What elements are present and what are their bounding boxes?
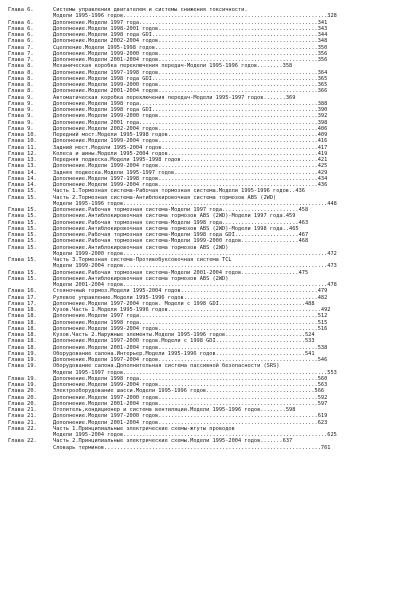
toc-page-number: 458 [298, 207, 309, 213]
toc-entry-title: Механическая коробка переключения передач-Модели 1995-1996 годов [53, 63, 258, 70]
toc-leader-dots: ................................................................ [123, 282, 328, 288]
toc-leader-dots: ............................ [215, 338, 305, 345]
toc-page-number: 465 [289, 225, 299, 232]
toc-page-number: 392 [317, 113, 328, 120]
toc-chapter-number: Глава 8. [8, 88, 34, 95]
toc-entry-title: Дополнение.Модели 2002-2004 годов [53, 125, 159, 132]
toc-page-number: 429 [317, 169, 328, 176]
toc-entry-title: Колеса и шины.Модели 1995-2004 годов [53, 150, 168, 157]
toc-page-number: 619 [317, 413, 328, 420]
toc-leader-dots: .................................................. [158, 413, 318, 420]
toc-chapter-number: Глава 19. [8, 350, 37, 357]
toc-entry-title: Часть 2.Принципиальные электрические схемы.Модели 1995-2004 годов [53, 438, 261, 445]
toc-leader-dots: .......................................... [183, 294, 318, 301]
toc-entry-title: Часть 1.Принципиальные электрические схемы-жгуты проводов [53, 425, 235, 432]
toc-chapter-number: Глава 15. [8, 207, 37, 213]
toc-leader-dots: ................................................................ [123, 432, 328, 438]
toc-leader-dots: .. [289, 188, 296, 195]
toc-chapter-number: Глава 6. [8, 25, 34, 32]
toc-page-number: 598 [285, 407, 296, 413]
toc-entry-title: Дополнение.Модели 1997-2000 годов [53, 413, 159, 420]
toc-page-number: 566 [314, 388, 325, 395]
toc-page-number: 637 [282, 438, 293, 445]
toc-entry-title: Дополнение.Рабочая тормозная система-Модели 1998 года GDI [53, 232, 235, 238]
toc-chapter-number: Глава 18. [8, 332, 37, 338]
toc-page-number: 516 [317, 325, 328, 332]
toc-chapter-number: Глава 21. [8, 407, 37, 413]
toc-page-number: 488 [304, 300, 315, 307]
toc-chapter-number: Глава 15. [8, 213, 37, 220]
toc-chapter-number: Глава 15. [8, 257, 37, 263]
toc-chapter-number: Глава 19. [8, 375, 37, 382]
toc-leader-dots: .................. [241, 238, 299, 245]
toc-chapter-number: Глава 15. [8, 194, 37, 201]
toc-leader-dots: ........................ [222, 219, 299, 226]
toc-entry-title: Оборудование салона.Интерьер.Модели 1995-1996 годов [53, 350, 216, 357]
toc-leader-dots: ................................................ [167, 307, 321, 313]
toc-chapter-number: Глава 9. [8, 100, 34, 107]
toc-chapter-number: Глава 6. [8, 38, 34, 45]
toc-leader-dots: .................................................. [158, 394, 318, 401]
toc-entry-title: Отопитель,кондиционер и система вентиляции.Модели 1995-1996 годов [53, 407, 261, 413]
toc-chapter-number: Глава 6. [8, 32, 34, 38]
toc-entry-title: Автоматическая коробка переключения передач-Модели 1995-1997 годов [53, 94, 264, 101]
toc-page-number: 468 [298, 238, 309, 245]
toc-chapter-number: Глава 15. [8, 225, 37, 232]
toc-page-number: 343 [317, 25, 328, 32]
toc-leader-dots: ........................................................ [139, 319, 318, 326]
toc-entry-title: Дополнение.Модели 2001-2004 годов [53, 400, 159, 407]
toc-entry-title: Задняя подвеска.Модели 1995-1997 годов [53, 169, 175, 176]
toc-chapter-number: Глава 10. [8, 132, 37, 138]
toc-page-number: 625 [327, 432, 337, 438]
toc-page-number: 348 [317, 38, 328, 45]
toc-entry-title: Дополнение.Рабочая тормозная система-Модели 1997 года [53, 207, 223, 213]
toc-leader-dots: ................................................................ [123, 263, 328, 270]
toc-page-number: 436 [317, 182, 328, 188]
toc-chapter-number: Глава 18. [8, 319, 37, 326]
toc-leader-dots: .................................................. [158, 138, 318, 145]
toc-entry-title: Дополнение.Модели 1997 года [53, 313, 140, 320]
toc-entry-title: Дополнение.Антиблокировочная система тормозов ABS (2WD) [53, 244, 229, 251]
toc-leader-dots: ........ [257, 63, 283, 70]
toc-page-number: 492 [320, 307, 331, 313]
toc-chapter-number: Глава 15. [8, 188, 37, 195]
toc-page-number: 592 [317, 394, 328, 401]
toc-leader-dots: .................................................. [158, 88, 318, 95]
toc-leader-dots: ....... [260, 438, 283, 445]
toc-leader-dots: .................................................. [158, 344, 318, 351]
toc-page-number: 597 [317, 400, 328, 407]
toc-entry-title: Дополнение.Модели 2001-2004 годов [53, 57, 159, 63]
toc-page-number: 419 [317, 150, 328, 157]
toc-chapter-number: Глава 6. [8, 7, 34, 13]
toc-leader-dots: .................................................. [158, 82, 318, 88]
toc-page-number: 524 [304, 332, 315, 338]
toc-leader-dots: .................................................. [158, 175, 318, 182]
toc-chapter-number: Глава 14. [8, 169, 37, 176]
toc-leader-dots: ................................................... [155, 44, 318, 51]
toc-entry-title: Дополнение.Модели 2001-2004 годов [53, 419, 159, 426]
toc-chapter-number: Глава 17. [8, 294, 37, 301]
toc-chapter-number: Глава 9. [8, 113, 34, 120]
toc-page-number: 478 [327, 282, 337, 288]
toc-page-number: 369 [285, 94, 296, 101]
toc-page-number: 356 [317, 57, 328, 63]
toc-leader-dots: .................................................. [158, 113, 318, 120]
toc-chapter-number: Глава 18. [8, 325, 37, 332]
toc-leader-dots: .................................................. [158, 50, 318, 57]
toc-entry-title: Модели 1999-2000 годов [53, 250, 124, 257]
toc-entry-title: Передний мост.Модели 1995-1998 годов [53, 132, 168, 138]
toc-leader-dots: ........ [260, 407, 286, 413]
toc-leader-dots: .................................................... [151, 107, 318, 113]
toc-leader-dots: ......................... [225, 332, 305, 338]
toc-entry-title: Кузов.Часть 1.Модели 1995-1996 годов [53, 307, 168, 313]
toc-chapter-number: Глава 15. [8, 244, 37, 251]
toc-leader-dots: ................................................................ [123, 250, 328, 257]
toc-chapter-number: Глава 22. [8, 438, 37, 445]
toc-entry-title: Модели 2001-2004 годов [53, 282, 124, 288]
toc-leader-dots: ............................................... [167, 150, 318, 157]
toc-leader-dots: .................................................. [158, 163, 318, 170]
toc-leader-dots: ........................................... [180, 157, 318, 163]
toc-chapter-number: Глава 7. [8, 57, 34, 63]
toc-entry-title: Дополнение.Модели 1997-2000 годов.Модели с 1998 GDI [53, 338, 216, 345]
toc-leader-dots: ........................... [218, 300, 305, 307]
toc-page-number: 475 [298, 269, 309, 276]
toc-leader-dots: .................................................. [158, 69, 318, 76]
toc-page-number: 406 [317, 125, 328, 132]
toc-page-number: 538 [317, 344, 328, 351]
toc-chapter-number: Глава 13. [8, 157, 37, 163]
toc-chapter-number: Глава 15. [8, 219, 37, 226]
toc-leader-dots: ............................ [215, 350, 305, 357]
toc-leader-dots: .................................................. [158, 382, 318, 388]
toc-page-number: 356 [317, 50, 328, 57]
toc-leader-dots: .................................................. [158, 357, 318, 363]
toc-chapter-number: Глава 14. [8, 175, 37, 182]
toc-page-number: 436 [295, 188, 305, 195]
toc-leader-dots: ........................................................ [139, 313, 318, 320]
toc-page-number: 553 [327, 369, 337, 376]
toc-leader-dots: ................................................................ [123, 13, 328, 20]
toc-page-number: 448 [327, 200, 337, 207]
toc-page-number: 479 [317, 288, 328, 295]
toc-page-number: 416 [317, 138, 328, 145]
toc-entry-title: Часть 3.Тормозная система-Противобуксовочная система TCL [53, 257, 232, 263]
toc-entry-title: Дополнение.Модели 1997-2000 годов [53, 394, 159, 401]
toc-chapter-number: Глава 15. [8, 232, 37, 238]
table-of-contents [8, 7, 412, 451]
toc-entry-title: Дополнение.Модели 1998 года GDI [53, 75, 152, 82]
toc-chapter-number: Глава 7. [8, 50, 34, 57]
toc-entry-title: Модели 1999-2004 годов [53, 263, 124, 270]
toc-entry-title: Дополнение.Модели 1997 года [53, 19, 140, 26]
toc-page-number: 512 [317, 313, 328, 320]
toc-leader-dots: .................................................. [158, 38, 318, 45]
toc-page-number: 434 [317, 175, 328, 182]
toc-entry-title: Дополнение.Модели 1998-2001 годов [53, 25, 159, 32]
toc-entry-title: Оборудование салона.Дополнительная система пассивной безопасности (SRS) [53, 363, 280, 370]
toc-page-number: 365 [317, 75, 328, 82]
toc-chapter-number: Глава 10. [8, 138, 37, 145]
toc-leader-dots: .................. [241, 269, 299, 276]
toc-entry-title: Дополнение.Модели 1997-1998 годов [53, 175, 159, 182]
toc-chapter-number: Глава 13. [8, 163, 37, 170]
toc-page-number: 467 [298, 232, 309, 238]
toc-entry-title: Системы управления двигателем и системы снижения токсичности. [53, 7, 248, 13]
toc-entry-title: Часть 1.Тормозная система-Рабочая тормозная система.Модели 1995-1996 годов [53, 188, 289, 195]
toc-page-number: 398 [317, 119, 328, 126]
toc-page-number: 560 [317, 375, 328, 382]
toc-entry-title: Дополнение.Модели 1998 года GDI [53, 32, 152, 38]
toc-entry-title: Дополнение.Модели 2001-2004 годов [53, 88, 159, 95]
toc-chapter-number: Глава 18. [8, 338, 37, 345]
toc-entry-title: Дополнение.Модели 2001-2004 годов [53, 344, 159, 351]
toc-leader-dots: ........................................................ [139, 375, 318, 382]
toc-leader-dots: ........................................................ [139, 119, 318, 126]
toc-chapter-number: Глава 8. [8, 69, 34, 76]
toc-entry-title: Дополнение.Модели 1997-2004 годов [53, 357, 159, 363]
toc-entry-title: Дополнение.Модели 1998 года [53, 375, 140, 382]
toc-chapter-number: Глава 21. [8, 413, 37, 420]
toc-chapter-number: Глава 15. [8, 238, 37, 245]
toc-page-number: 425 [317, 163, 328, 170]
toc-leader-dots: .................................................... [151, 75, 318, 82]
toc-chapter-number: Глава 17. [8, 300, 37, 307]
toc-leader-dots: ........................................................ [139, 100, 318, 107]
toc-entry-title: Дополнение.Рабочая тормозная система-Модели 1999-2000 годов [53, 238, 242, 245]
toc-page-number: 390 [317, 107, 328, 113]
toc-chapter-number: Глава 18. [8, 313, 37, 320]
toc-page-number: 473 [327, 263, 337, 270]
toc-entry-title: Передняя подвеска.Модели 1995-1998 годов [53, 157, 181, 163]
toc-leader-dots: .................................................. [158, 25, 318, 32]
toc-chapter-number: Глава 22. [8, 425, 37, 432]
toc-chapter-number: Глава 20. [8, 394, 37, 401]
toc-page-number: 358 [282, 63, 293, 70]
toc-entry-title: Рулевое управление.Модели 1995-1996 годов [53, 294, 184, 301]
toc-entry-title: Дополнение.Модели 1999-2004 годов [53, 182, 159, 188]
toc-leader-dots: .................................................. [158, 57, 318, 63]
toc-page-number: 364 [317, 69, 328, 76]
toc-chapter-number: Глава 7. [8, 44, 34, 51]
toc-chapter-number: Глава 11. [8, 144, 37, 151]
toc-page-number: 623 [317, 419, 328, 426]
toc-entry-title: Стояночный тормоз.Модели 1995-2004 годов [53, 288, 181, 295]
toc-entry-title: Дополнение.Модели 1999-2004 годов [53, 382, 159, 388]
toc-entry-title: Электрооборудование шасси.Модели 1995-1996 годов [53, 388, 207, 395]
toc-chapter-number: Глава 12. [8, 150, 37, 157]
toc-leader-dots: ........................ [222, 207, 299, 213]
toc-entry-title: Дополнение.Модели 1999-2004 годов [53, 163, 159, 170]
toc-leader-dots: ................................................................ [123, 200, 328, 207]
toc-page-number: 388 [317, 100, 328, 107]
toc-leader-dots: .................... [234, 232, 299, 238]
toc-page-number: 761 [320, 444, 331, 451]
toc-entry-title: Кузов.Часть 2.Наружные элементы.Модели 1995-1996 годов [53, 332, 226, 338]
toc-entry-title: Дополнение.Антиблокировочная система тормозов ABS (2WD) [53, 275, 229, 282]
toc-entry-title: Дополнение.Модели 1999-2004 годов [53, 138, 159, 145]
toc-chapter-number: Глава 19. [8, 363, 37, 370]
toc-entry-title: Модели 1995-1996 годов [53, 13, 124, 20]
toc-page-number: 515 [317, 319, 328, 326]
toc-entry-title: Дополнение.Модели 2002-2004 годов [53, 38, 159, 45]
toc-chapter-number: Глава 21. [8, 419, 37, 426]
toc-entry-title: Дополнение.Модели 2001 года [53, 119, 140, 126]
toc-entry-title: Дополнение.Модели 1999-2000 годов [53, 113, 159, 120]
toc-page-number: 541 [304, 350, 315, 357]
toc-entry-title: Дополнение.Антиблокировочная система тормозов ABS (2WD)-Модели 1998 года [53, 225, 283, 232]
toc-page-number: 350 [317, 44, 328, 51]
toc-entry-title: Дополнение.Рабочая тормозная система-Модели 1998 года [53, 219, 223, 226]
toc-leader-dots: .................................................. [158, 182, 318, 188]
toc-page-number: 563 [317, 382, 328, 388]
toc-leader-dots: . [282, 213, 286, 220]
toc-entry-title: Дополнение.Рабочая тормозная система-Модели 2001-2004 годов [53, 269, 242, 276]
toc-page-number: 459 [285, 213, 296, 220]
toc-leader-dots: .................................................. [158, 325, 318, 332]
toc-page-number: 344 [317, 32, 328, 38]
toc-entry-title: Модели 1995-2004 годов [53, 432, 124, 438]
toc-chapter-number: Глава 6. [8, 19, 34, 26]
toc-leader-dots: ........................................................ [139, 19, 318, 26]
toc-leader-dots: ................................................................ [123, 369, 328, 376]
toc-chapter-number: Глава 8. [8, 63, 34, 70]
toc-page-number: 341 [317, 19, 328, 26]
toc-leader-dots: .. [282, 225, 289, 232]
toc-entry-title: Модели 1995-1997 годов [53, 369, 124, 376]
toc-entry-title: Дополнение.Модели 1999-2000 годов [53, 50, 159, 57]
toc-leader-dots: ........................................... [180, 288, 318, 295]
toc-leader-dots: .................................................................... [104, 444, 321, 451]
toc-entry-title: Дополнение.Модели 1999-2004 годов [53, 325, 159, 332]
toc-chapter-number: Глава 18. [8, 344, 37, 351]
toc-chapter-number: Глава 18. [8, 307, 37, 313]
toc-page-number: 463 [298, 219, 309, 226]
toc-page-number: 417 [317, 144, 328, 151]
toc-entry-title: Дополнение.Модели 1998 года [53, 319, 140, 326]
toc-page-number: 533 [304, 338, 315, 345]
toc-chapter-number: Глава 20. [8, 400, 37, 407]
toc-chapter-number: Глава 19. [8, 382, 37, 388]
toc-leader-dots: .................................................... [151, 32, 318, 38]
toc-page-number: 365 [317, 82, 328, 88]
toc-chapter-number: Глава 15. [8, 275, 37, 282]
toc-leader-dots: ............................................... [167, 132, 318, 138]
toc-leader-dots: ............................................. [174, 169, 318, 176]
toc-entry-title: Дополнение.Модели 1997-1998 годов [53, 69, 159, 76]
toc-entry [8, 445, 412, 451]
toc-leader-dots: ................................................. [161, 144, 318, 151]
toc-leader-dots: .................................................. [158, 125, 318, 132]
toc-entry-title: Модели 1995-1996 годов [53, 200, 124, 207]
toc-chapter-number: Глава 14. [8, 182, 37, 188]
toc-leader-dots: .................................................. [158, 419, 318, 426]
toc-page-number: 409 [317, 132, 328, 138]
toc-leader-dots: ....... [263, 94, 286, 101]
toc-chapter-number: Глава 9. [8, 94, 34, 101]
toc-chapter-number: Глава 9. [8, 125, 34, 132]
toc-chapter-number: Глава 8. [8, 75, 34, 82]
toc-entry-title: Часть 2.Тормозная система-Антиблокировочная система тормозов ABS (2WD) [53, 194, 277, 201]
toc-entry-title: Сцепление.Модели 1995-1998 годов [53, 44, 156, 51]
toc-entry-title: Дополнение.Модели 1998 года GDI [53, 107, 152, 113]
toc-chapter-number: Глава 16. [8, 288, 37, 295]
toc-entry-title: Задний мост.Модели 1995-2004 годов [53, 144, 162, 151]
toc-chapter-number: Глава 20. [8, 388, 37, 395]
toc-chapter-number: Глава 9. [8, 107, 34, 113]
toc-page-number: 421 [317, 157, 328, 163]
toc-page-number: 366 [317, 88, 328, 95]
toc-entry-title: Словарь терминов [53, 444, 105, 451]
toc-entry-title: Дополнение.Модели 1999-2000 годов [53, 82, 159, 88]
toc-page-number: 482 [317, 294, 328, 301]
toc-page-number: 546 [317, 357, 328, 363]
toc-leader-dots: .................................................. [158, 400, 318, 407]
toc-page-number: 472 [327, 250, 337, 257]
toc-leader-dots: .................................. [206, 388, 315, 395]
toc-entry-title: Дополнение.Антиблокировочная система тормозов ABS (2WD)-Модели 1997 года [53, 213, 283, 220]
toc-chapter-number: Глава 15. [8, 269, 37, 276]
toc-chapter-number: Глава 19. [8, 357, 37, 363]
toc-chapter-number: Глава 8. [8, 82, 34, 88]
toc-entry-title: Дополнение.Модели 1997-2004 годов. Модели с 1998 GDI [53, 300, 219, 307]
toc-page-number: 328 [327, 13, 337, 20]
toc-entry-title: Дополнение.Модели 1998 года [53, 100, 140, 107]
toc-chapter-number: Глава 9. [8, 119, 34, 126]
